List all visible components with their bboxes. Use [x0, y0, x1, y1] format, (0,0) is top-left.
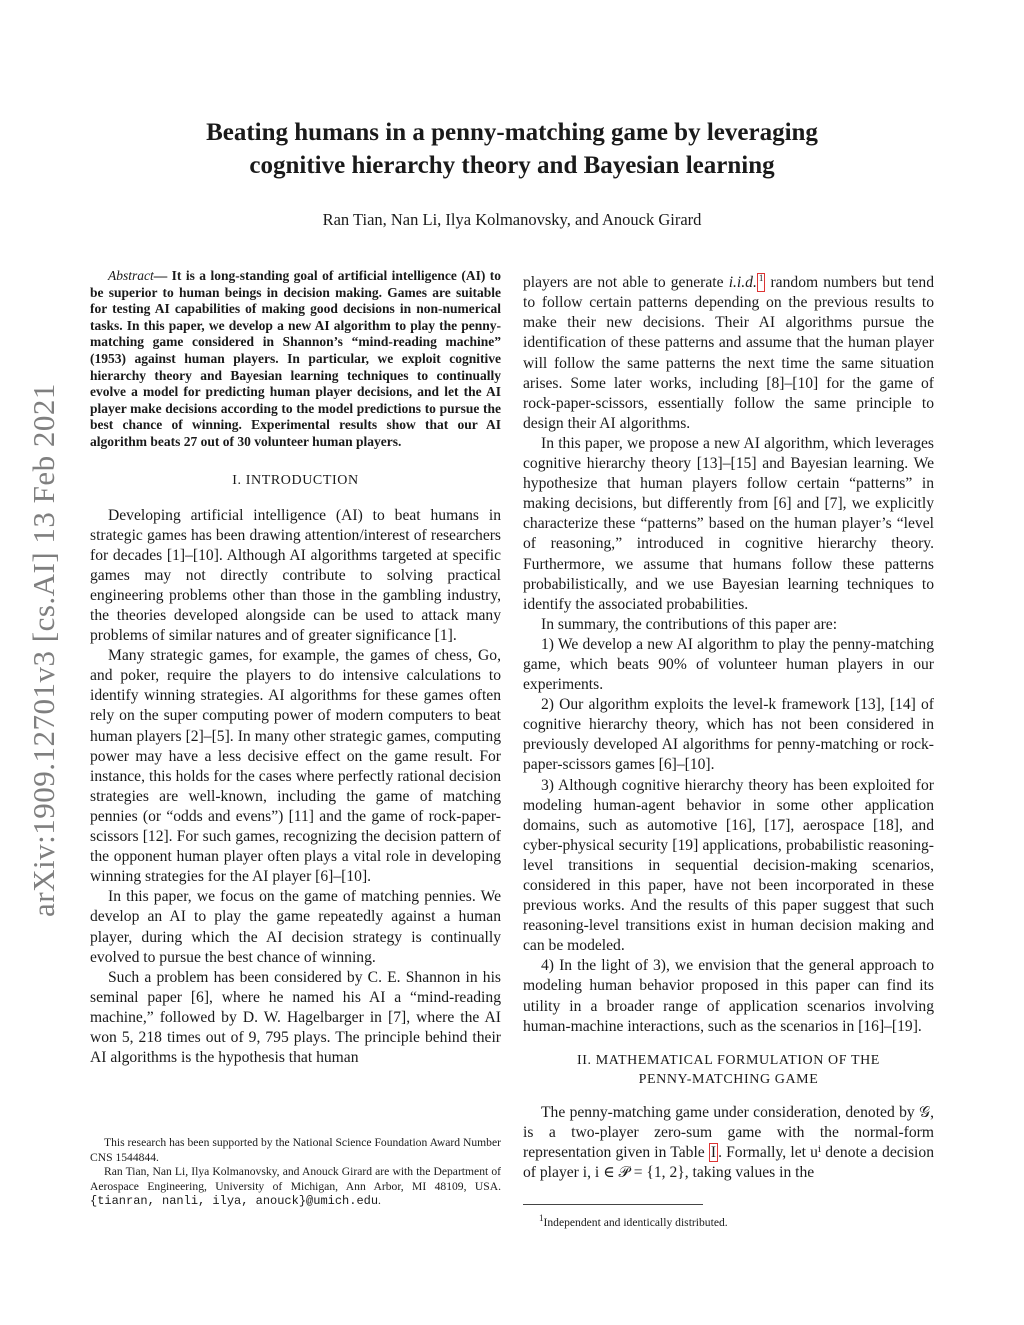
abstract-text: — It is a long-standing goal of artificial intelligence (AI) to be superior to human beings in decision making. Games are suitable for testing AI capabilities of making good decisions in non-numerical tasks. In this paper, we develop a new AI algorithm to play the penny-matching game considered in Shannon’s “mind-reading machine” (1953) against human players. In particular, we exploit cognitive hierarchy theory and Bayesian learning techniques to continually evolve a model for predicting human player decisions, and let the AI player make decisions according to the model predictions to pursue the best chance of winning. Experimental results show that our AI algorithm beats 27 out of 30 volunteer human players. [90, 268, 501, 449]
iid-footnote-text [523, 1211, 728, 1230]
section2-heading-line-1: II. MATHEMATICAL FORMULATION OF THE [577, 1052, 880, 1068]
table-ref-link[interactable]: I [710, 1143, 717, 1161]
contribution-item: 3) Although cognitive hierarchy theory has been exploited for modeling human-agent behavior in some other application domains, such as automotive [16], [17], aerospace [18], and cyber-physical security [19] applications, probabilistic reasoning-level transitions in sequential decision-making scenarios, considered in this paper, have not been incorporated in these previous works. And the results of this paper suggest that such reasoning-level transitions exist in human decision making and can be modeled. [523, 776, 934, 955]
affiliation-footnote [90, 1165, 501, 1209]
arxiv-identifier: arXiv:1909.12701v3 [cs.AI] 13 Feb 2021 [26, 383, 61, 917]
formulation-text-a: The penny-matching game under consideration, denoted by 𝒢, is a two-player zero-sum game with the normal-form representation given in Table [523, 1103, 934, 1161]
right-column [523, 268, 934, 1183]
intro-paragraph: In this paper, we propose a new AI algorithm, which leverages cognitive hierarchy theory [13]–[15] and Bayesian learning. We hypothesize that human players follow certain “patterns” in making decisions, but differently from [6] and [7], we explicitly characterize these “patterns” based on the human player’s “level of reasoning,” introduced in cognitive hierarchy theory. Furthermore, we assume that humans follow these patterns probabilistically, and we use Bayesian learning techniques to identify the associated probabilities. [523, 434, 934, 613]
formulation-paragraph [523, 1103, 934, 1183]
contribution-item: 1) We develop a new AI algorithm to play the penny-matching game, which beats 90% of volunteer human players in our experiments. [523, 635, 934, 694]
affiliation-text: Ran Tian, Nan Li, Ilya Kolmanovsky, and Anouck Girard are with the Department of Aerospace Engineering, University of Michigan, Ann Arbor, MI 48109, USA. [90, 1165, 501, 1193]
continued-text-rest: random numbers but tend to follow certain patterns depending on the previous results to make their new decisions. Their AI algorithms pursue the identification of these patterns and assume that the human player will follow the same patterns the next time the same situation arises. Some later works, including [8]–[10] for the game of rock-paper-scissors, essentially follow the same principle to design their AI algorithms. [523, 274, 934, 432]
intro-paragraph: Many strategic games, for example, the games of chess, Go, and poker, require the players to do intensive calculations to identify winning strategies. AI algorithms for these games often rely on the super computing power of modern computers to beat human players [2]–[5]. In many other strategic games, computing power may have a less decisive effect on the game result. For instance, this holds for the cases where perfectly rational decision strategies are well-known, including the game of matching pennies (or “odds and evens”) [11] and the game of rock-paper-scissors [12]. For such games, recognizing the decision pattern of the opponent human player often plays a vital role in developing winning strategies for the AI player [6]–[10]. [90, 647, 501, 886]
section-heading-introduction: I. INTRODUCTION [232, 472, 359, 488]
footnote-mark: 1 [758, 273, 764, 283]
abstract [90, 268, 501, 451]
section2-heading-line-2: PENNY-MATCHING GAME [638, 1071, 819, 1087]
intro-paragraph: In summary, the contributions of this paper are: [541, 615, 838, 633]
left-footnotes [90, 1136, 501, 1209]
intro-paragraph-continued [523, 268, 934, 434]
paper-title [90, 116, 934, 182]
title-line-2: cognitive hierarchy theory and Bayesian learning [249, 152, 775, 179]
intro-paragraph: Developing artificial intelligence (AI) to beat humans in strategic games has been drawing attention/interest of researchers for decades [1]–[10]. Although AI algorithms targeted at specific games may not directly contribute to solving practical engineering problems other than those in the gambling industry, the theories developed alongside can be used to attack many problems of similar natures and of greater significance [1]. [90, 506, 501, 645]
intro-paragraph: In this paper, we focus on the game of matching pennies. We develop an AI to play the game repeatedly against a human player, during which the AI decision strategy is continually evolved to pursue the best chance of winning. [90, 888, 501, 966]
author-list: Ran Tian, Nan Li, Ilya Kolmanovsky, and Anouck Girard [322, 210, 702, 229]
iid-footnote-mark: 1 [539, 1213, 544, 1223]
intro-paragraph: Such a problem has been considered by C. E. Shannon in his seminal paper [6], where he named his AI a “mind-reading machine,” followed by D. W. Hagelbarger in [7], where the AI won 5, 218 times out of 9, 795 plays. The principle behind their AI algorithms is the hypothesis that human [90, 968, 501, 1067]
contribution-item: 4) In the light of 3), we envision that the general approach to modeling human behavior proposed in this paper can find its utility in a broader range of application scenarios involving human-machine interactions, such as the scenarios in [16]–[19]. [523, 957, 934, 1035]
author-emails[interactable]: {tianran, nanli, ilya, anouck}@umich.edu [90, 1194, 379, 1209]
iid-term: i.i.d. [728, 274, 757, 292]
iid-footnote [523, 1204, 728, 1230]
continued-text-start: players are not able to generate [523, 274, 729, 292]
funding-footnote: This research has been supported by the National Science Foundation Award Number CNS 1544844. [90, 1136, 501, 1164]
abstract-label: Abstract [108, 268, 154, 283]
formulation-text-b: . Formally, let uⁱ denote a decision of player i, i ∈ 𝒫 = {1, 2}, taking values in the [523, 1143, 934, 1182]
affiliation-end: . [378, 1194, 381, 1208]
iid-footnote-body: Independent and identically distributed. [543, 1215, 728, 1229]
section-heading-formulation [523, 1051, 934, 1089]
contribution-item: 2) Our algorithm exploits the level-k framework [13], [14] of cognitive hierarchy theory, which has not been considered in previously developed AI algorithms for penny-matching or rock-paper-scissors games [6]–[10]. [523, 696, 934, 774]
title-line-1: Beating humans in a penny-matching game by leveraging [206, 119, 818, 146]
left-column [90, 268, 501, 1068]
